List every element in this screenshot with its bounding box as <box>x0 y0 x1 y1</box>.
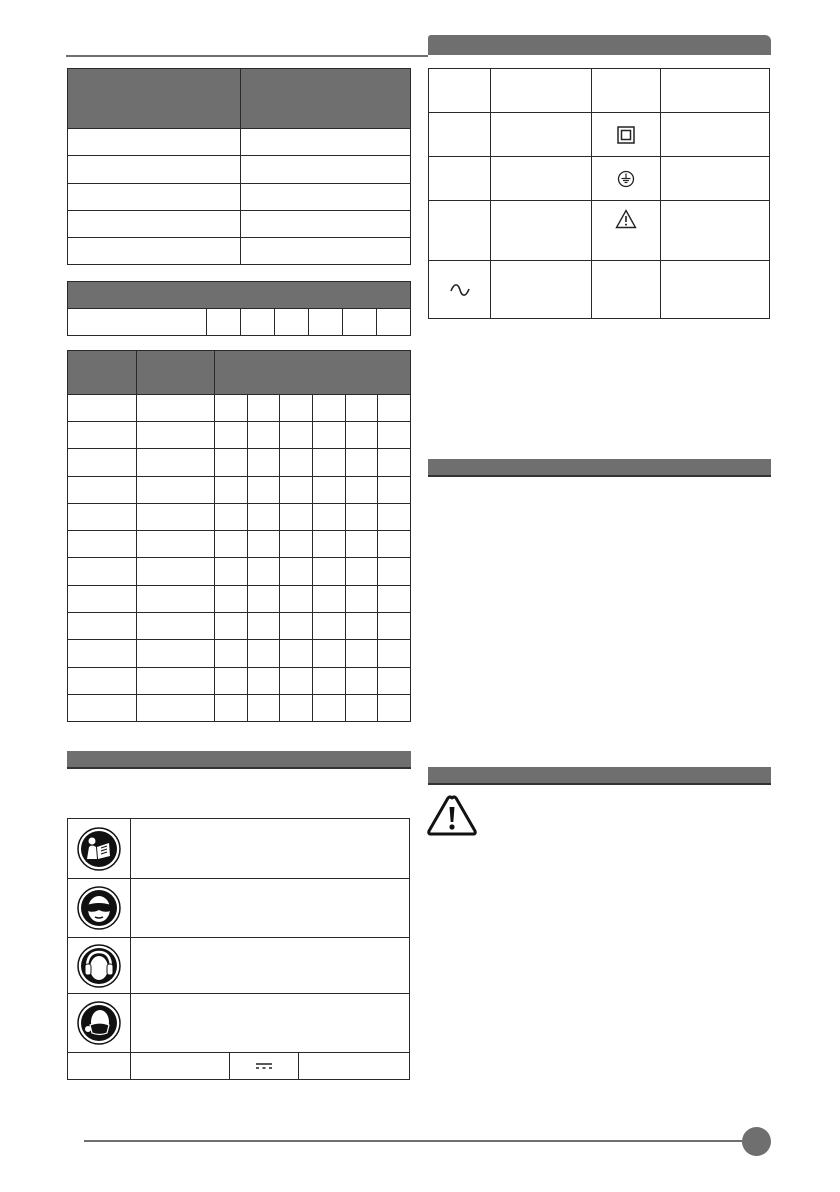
settings-cell <box>68 449 137 476</box>
safety-text <box>131 879 410 938</box>
settings-cell <box>247 585 280 612</box>
symbols-table <box>428 68 770 319</box>
sym-cell <box>592 113 661 157</box>
settings-cell <box>247 640 280 667</box>
settings-cell <box>137 503 215 530</box>
settings-cell <box>312 531 345 558</box>
settings-cell <box>68 613 137 640</box>
settings-cell <box>345 531 378 558</box>
settings-row <box>68 585 411 612</box>
settings-row <box>68 667 411 694</box>
settings-cell <box>215 503 248 530</box>
settings-cell <box>312 667 345 694</box>
alternating-current-icon <box>429 283 490 297</box>
settings-row <box>68 395 411 422</box>
spec-cell <box>241 184 411 211</box>
settings-cell <box>378 531 411 558</box>
settings-cell <box>280 558 313 585</box>
speed-cell <box>309 309 343 336</box>
settings-cell <box>345 640 378 667</box>
settings-cell <box>312 395 345 422</box>
safety-footer-cell <box>68 1053 131 1080</box>
sym-cell <box>661 69 770 113</box>
settings-cell <box>378 694 411 721</box>
speed-cell <box>275 309 309 336</box>
settings-cell <box>68 640 137 667</box>
settings-cell <box>378 613 411 640</box>
settings-cell <box>247 422 280 449</box>
speed-cell <box>207 309 241 336</box>
footer-rule <box>84 1140 756 1142</box>
settings-cell <box>378 476 411 503</box>
settings-cell <box>247 694 280 721</box>
spec-cell <box>241 156 411 184</box>
sym-cell <box>661 113 770 157</box>
safety-icon-cell <box>68 879 131 938</box>
settings-cell <box>215 667 248 694</box>
settings-cell <box>215 640 248 667</box>
safety-footer-cell <box>131 1053 230 1080</box>
settings-cell <box>247 558 280 585</box>
settings-row <box>68 476 411 503</box>
settings-row <box>68 531 411 558</box>
settings-cell <box>280 640 313 667</box>
sym-cell <box>592 69 661 113</box>
spec-cell <box>68 184 241 211</box>
settings-cell <box>215 558 248 585</box>
read-manual-icon <box>68 827 130 871</box>
safety-text <box>131 938 410 994</box>
settings-cell <box>137 476 215 503</box>
sym-cell <box>661 201 770 261</box>
settings-cell <box>137 585 215 612</box>
speed-table <box>67 281 411 336</box>
sym-cell <box>429 157 491 201</box>
settings-cell <box>215 613 248 640</box>
settings-cell <box>137 558 215 585</box>
safety-footer-cell <box>230 1053 299 1080</box>
settings-cell <box>247 395 280 422</box>
settings-cell <box>345 449 378 476</box>
settings-header-1 <box>68 351 137 395</box>
sym-cell <box>592 157 661 201</box>
header-tab <box>428 35 771 55</box>
spec-cell <box>241 238 411 265</box>
settings-row <box>68 449 411 476</box>
settings-cell <box>345 395 378 422</box>
right-section-bar-2 <box>428 767 771 785</box>
settings-cell <box>247 531 280 558</box>
spec-table <box>67 68 411 265</box>
settings-cell <box>378 640 411 667</box>
speed-cell <box>241 309 275 336</box>
spec-cell <box>68 156 241 184</box>
settings-table <box>67 350 411 722</box>
safety-text <box>131 819 410 879</box>
settings-cell <box>137 613 215 640</box>
settings-cell <box>345 585 378 612</box>
settings-cell <box>247 667 280 694</box>
speed-header <box>68 282 411 309</box>
settings-cell <box>215 585 248 612</box>
settings-row <box>68 503 411 530</box>
settings-cell <box>345 667 378 694</box>
sym-cell <box>592 201 661 261</box>
settings-cell <box>312 476 345 503</box>
settings-row <box>68 422 411 449</box>
settings-cell <box>312 585 345 612</box>
safety-icon-cell <box>68 819 131 879</box>
settings-cell <box>68 503 137 530</box>
page-number-badge <box>742 1127 771 1156</box>
sym-cell <box>661 157 770 201</box>
sym-cell <box>592 261 661 319</box>
settings-cell <box>345 476 378 503</box>
safety-section-bar <box>67 751 411 769</box>
settings-cell <box>280 613 313 640</box>
settings-cell <box>345 503 378 530</box>
settings-cell <box>215 694 248 721</box>
settings-cell <box>280 503 313 530</box>
settings-cell <box>312 613 345 640</box>
settings-cell <box>247 476 280 503</box>
settings-cell <box>280 585 313 612</box>
settings-cell <box>137 667 215 694</box>
ear-protection-icon <box>68 944 130 988</box>
warning-icon <box>426 795 478 842</box>
settings-cell <box>280 694 313 721</box>
settings-header-2 <box>137 351 215 395</box>
sym-cell <box>491 69 592 113</box>
settings-row <box>68 694 411 721</box>
double-insulation-icon <box>592 126 660 144</box>
speed-cell <box>377 309 411 336</box>
settings-cell <box>280 449 313 476</box>
settings-row <box>68 613 411 640</box>
sym-cell <box>429 201 491 261</box>
settings-cell <box>280 422 313 449</box>
settings-cell <box>312 422 345 449</box>
settings-cell <box>280 395 313 422</box>
settings-cell <box>215 531 248 558</box>
settings-cell <box>345 422 378 449</box>
settings-cell <box>280 667 313 694</box>
spec-cell <box>68 211 241 238</box>
settings-cell <box>247 503 280 530</box>
settings-cell <box>378 558 411 585</box>
settings-cell <box>345 613 378 640</box>
settings-cell <box>378 585 411 612</box>
sym-cell <box>429 261 491 319</box>
settings-cell <box>68 667 137 694</box>
settings-row <box>68 558 411 585</box>
settings-cell <box>247 449 280 476</box>
settings-cell <box>280 531 313 558</box>
spec-cell <box>68 129 241 156</box>
settings-cell <box>215 395 248 422</box>
spec-header-left <box>68 69 241 129</box>
settings-cell <box>137 395 215 422</box>
safety-table <box>67 818 410 1080</box>
settings-cell <box>345 694 378 721</box>
spec-header-right <box>241 69 411 129</box>
settings-cell <box>215 422 248 449</box>
dust-mask-icon <box>68 1001 130 1045</box>
settings-cell <box>378 503 411 530</box>
settings-cell <box>312 503 345 530</box>
direct-current-icon <box>230 1062 298 1070</box>
settings-cell <box>312 558 345 585</box>
spec-cell <box>241 211 411 238</box>
safety-footer-cell <box>299 1053 410 1080</box>
settings-cell <box>68 531 137 558</box>
settings-cell <box>137 694 215 721</box>
settings-cell <box>68 558 137 585</box>
settings-cell <box>345 558 378 585</box>
spec-cell <box>241 129 411 156</box>
settings-cell <box>378 395 411 422</box>
sym-cell <box>429 69 491 113</box>
safety-icon-cell <box>68 994 131 1053</box>
settings-cell <box>68 476 137 503</box>
settings-cell <box>280 476 313 503</box>
sym-cell <box>429 113 491 157</box>
eye-protection-icon <box>68 886 130 930</box>
settings-cell <box>215 476 248 503</box>
settings-cell <box>137 531 215 558</box>
settings-cell <box>378 449 411 476</box>
safety-text <box>131 994 410 1053</box>
settings-cell <box>137 640 215 667</box>
settings-cell <box>68 694 137 721</box>
safety-icon-cell <box>68 938 131 994</box>
sym-cell <box>491 157 592 201</box>
settings-cell <box>312 640 345 667</box>
settings-cell <box>68 422 137 449</box>
settings-cell <box>378 422 411 449</box>
settings-cell <box>68 395 137 422</box>
warning-triangle-icon <box>592 209 660 229</box>
speed-cell <box>343 309 377 336</box>
settings-cell <box>215 449 248 476</box>
right-section-bar-1 <box>428 459 771 477</box>
settings-cell <box>68 585 137 612</box>
settings-cell <box>312 449 345 476</box>
settings-cell <box>312 694 345 721</box>
settings-header-3 <box>215 351 411 395</box>
spec-cell <box>68 238 241 265</box>
settings-cell <box>137 449 215 476</box>
earth-ground-icon <box>592 170 660 188</box>
sym-cell <box>491 113 592 157</box>
sym-cell <box>491 201 592 261</box>
sym-cell <box>491 261 592 319</box>
sym-cell <box>661 261 770 319</box>
settings-cell <box>378 667 411 694</box>
header-rule <box>66 55 428 57</box>
settings-cell <box>137 422 215 449</box>
speed-row-label <box>68 309 207 336</box>
settings-cell <box>247 613 280 640</box>
settings-row <box>68 640 411 667</box>
